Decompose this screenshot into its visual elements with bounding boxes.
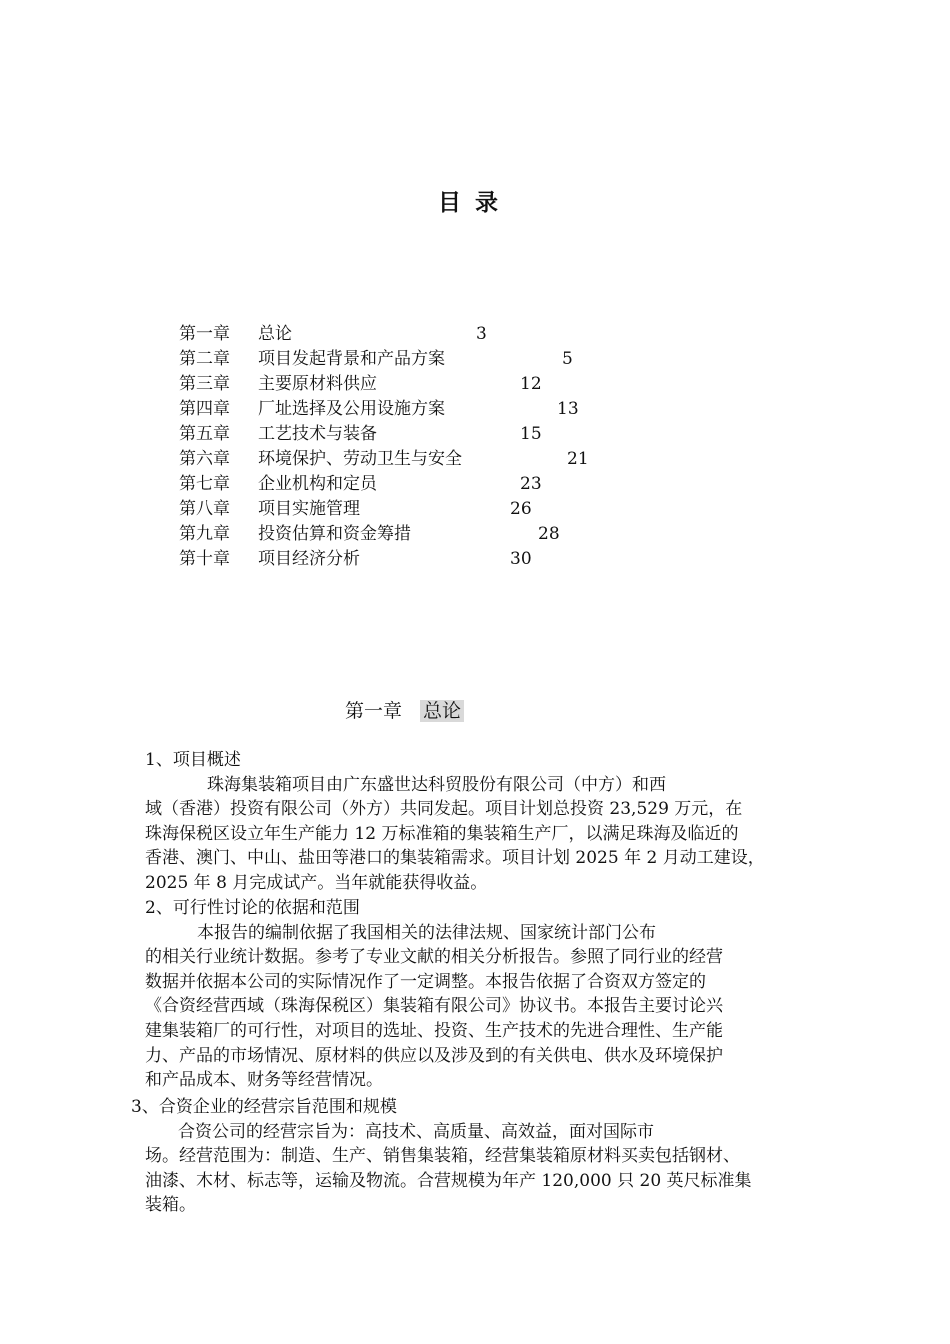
toc-chapter-name: 企业机构和定员 [258, 474, 377, 494]
toc-chapter-name: 项目实施管理 [258, 499, 360, 519]
toc-chapter-number: 第六章 [179, 449, 230, 469]
toc-page-number: 30 [510, 549, 532, 569]
toc-chapter-name: 主要原材料供应 [258, 374, 377, 394]
toc-chapter-name: 环境保护、劳动卫生与安全 [258, 449, 462, 469]
toc-chapter-name: 项目经济分析 [258, 549, 360, 569]
toc-page-number: 12 [520, 374, 542, 394]
paragraph-line: 珠海保税区设立年生产能力 12 万标准箱的集装箱生产厂，以满足珠海及临近的 [145, 823, 739, 844]
toc-chapter-name: 投资估算和资金筹措 [258, 524, 411, 544]
paragraph-line: 装箱。 [145, 1195, 196, 1216]
paragraph-line: 合资公司的经营宗旨为：高技术、高质量、高效益，面对国际市 [178, 1121, 654, 1142]
paragraph-line: 油漆、木材、标志等，运输及物流。合营规模为年产 120,000 只 20 英尺标准集 [145, 1170, 752, 1191]
section-heading: 3、合资企业的经营宗旨范围和规模 [131, 1097, 397, 1117]
paragraph-line: 数据并依据本公司的实际情况作了一定调整。本报告依据了合资双方签定的 [145, 971, 706, 992]
toc-page-number: 23 [520, 474, 542, 494]
toc-chapter-number: 第三章 [179, 374, 230, 394]
toc-page-number: 15 [520, 424, 542, 444]
toc-page-number: 13 [557, 399, 579, 419]
toc-chapter-number: 第五章 [179, 424, 230, 444]
toc-page-number: 28 [538, 524, 560, 544]
section-3 [131, 1095, 752, 1218]
toc-page-number: 21 [567, 449, 589, 469]
toc-page-number: 3 [476, 324, 487, 344]
paragraph-line: 香港、澳门、中山、盐田等港口的集装箱需求。项目计划 2025 年 2 月动工建设， [145, 848, 765, 869]
toc-chapter-number: 第七章 [179, 474, 230, 494]
paragraph-line: 和产品成本、财务等经营情况。 [145, 1070, 383, 1091]
toc-chapter-name: 工艺技术与装备 [258, 424, 377, 444]
paragraph-line: 珠海集装箱项目由广东盛世达科贸股份有限公司（中方）和西 [207, 774, 666, 795]
section-2 [145, 896, 723, 1093]
chapter-heading [345, 696, 464, 723]
paragraph-line: 建集装箱厂的可行性，对项目的选址、投资、生产技术的先进合理性、生产能 [145, 1020, 723, 1041]
section-1 [145, 748, 765, 896]
section-heading: 2、可行性讨论的依据和范围 [145, 898, 360, 918]
paragraph-line: 《合资经营西域（珠海保税区）集装箱有限公司》协议书。本报告主要讨论兴 [145, 996, 723, 1017]
toc-chapter-number: 第十章 [179, 549, 230, 569]
toc-chapter-number: 第四章 [179, 399, 230, 419]
toc-chapter-number: 第九章 [179, 524, 230, 544]
chapter-number: 第一章 [345, 700, 403, 722]
toc-title: 目录 [438, 189, 512, 216]
toc-page-number: 5 [562, 349, 573, 369]
paragraph-line: 场。经营范围为：制造、生产、销售集装箱，经营集装箱原材料买卖包括钢材、 [145, 1146, 740, 1167]
toc-chapter-name: 项目发起背景和产品方案 [258, 349, 445, 369]
toc-page-number: 26 [510, 499, 532, 519]
toc-chapter-number: 第二章 [179, 349, 230, 369]
chapter-title: 总论 [420, 700, 464, 722]
paragraph-line: 本报告的编制依据了我国相关的法律法规、国家统计部门公布 [197, 922, 656, 943]
toc-chapter-number: 第一章 [179, 324, 230, 344]
paragraph-line: 域（香港）投资有限公司（外方）共同发起。项目计划总投资 23,529 万元，在 [145, 799, 743, 820]
toc-chapter-name: 厂址选择及公用设施方案 [258, 399, 445, 419]
paragraph-line: 的相关行业统计数据。参考了专业文献的相关分析报告。参照了同行业的经营 [145, 947, 723, 968]
paragraph-line: 2025 年 8 月完成试产。当年就能获得收益。 [145, 872, 488, 893]
paragraph-line: 力、产品的市场情况、原材料的供应以及涉及到的有关供电、供水及环境保护 [145, 1045, 723, 1066]
toc-chapter-number: 第八章 [179, 499, 230, 519]
section-heading: 1、项目概述 [145, 750, 241, 770]
toc-chapter-name: 总论 [258, 324, 292, 344]
